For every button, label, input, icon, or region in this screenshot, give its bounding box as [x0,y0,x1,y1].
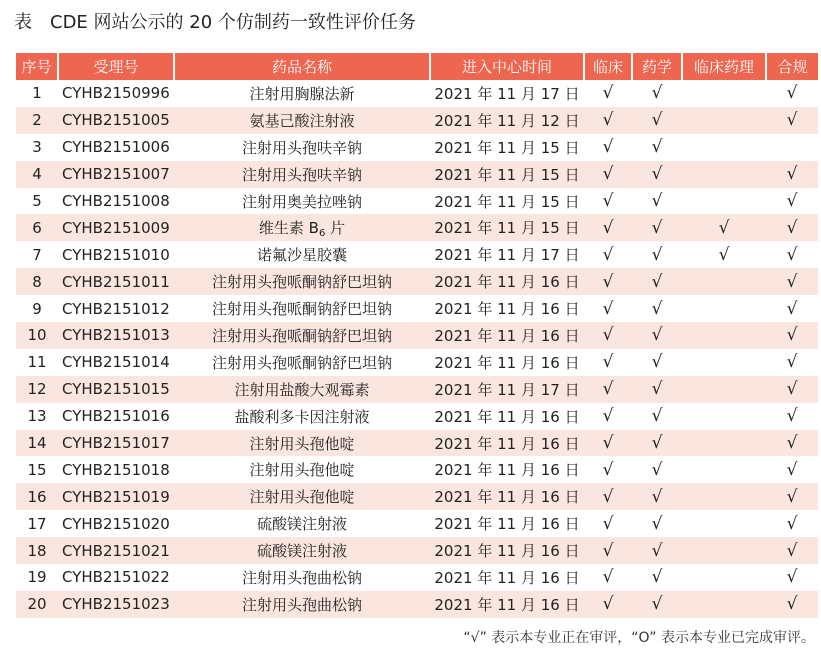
drug-name-suffix: 片 [325,218,346,237]
cell-pharmacy: √ [651,164,663,185]
cell-no: 17 [27,514,47,533]
cell-date: 2021 年 11 月 16 日 [434,515,580,534]
cell-clinical: √ [602,271,614,292]
cell-date: 2021 年 11 月 17 日 [434,84,580,103]
cell-pharmacy: √ [651,83,663,104]
cell-clinical: √ [602,459,614,480]
evaluation-table [16,53,818,618]
cell-code: CYHB2151013 [62,326,170,345]
header-no: 序号 [16,53,58,80]
cell-clinical: √ [602,164,614,185]
cell-compliance: √ [786,486,798,507]
cell-compliance: √ [786,352,798,373]
cell-date: 2021 年 11 月 17 日 [434,246,580,265]
table-title-label: 表 [14,12,32,33]
cell-pharmacology [682,107,766,134]
cell-pharmacology [682,134,766,161]
table-row [16,188,818,215]
cell-clinical: √ [602,594,614,615]
cell-code: CYHB2151018 [62,460,170,479]
cell-pharmacy: √ [651,433,663,454]
cell-pharmacy: √ [651,379,663,400]
cell-pharmacy: √ [651,352,663,373]
cell-code: CYHB2151011 [62,272,170,291]
cell-date: 2021 年 11 月 16 日 [434,434,580,453]
cell-no: 6 [32,218,42,237]
table-body [16,80,818,618]
header-clinical: 临床 [584,53,632,80]
cell-code: CYHB2151009 [62,218,170,237]
cell-pharmacy: √ [651,217,663,238]
cell-date: 2021 年 11 月 16 日 [434,273,580,292]
cell-compliance: √ [786,567,798,588]
cell-no: 10 [27,326,47,345]
cell-pharmacology [682,188,766,215]
cell-date: 2021 年 11 月 16 日 [434,353,580,372]
cell-pharmacology [682,537,766,564]
cell-pharmacy: √ [651,567,663,588]
cell-no: 20 [27,595,47,614]
cell-pharmacy: √ [651,459,663,480]
table-row [16,430,818,457]
table-row [16,591,818,618]
cell-no: 12 [27,380,47,399]
cell-pharmacology [682,510,766,537]
cell-pharmacology [682,161,766,188]
table-row [16,214,818,241]
cell-pharmacology [682,80,766,107]
cell-no: 15 [27,460,47,479]
cell-clinical: √ [602,244,614,265]
table-row [16,510,818,537]
cell-drug-name [174,214,430,241]
cell-drug-name: 注射用头孢哌酮钠舒巴坦钠 [211,326,392,345]
cell-no: 11 [27,353,47,372]
cell-compliance: √ [786,379,798,400]
cell-drug-name: 硫酸镁注射液 [256,515,347,534]
cell-pharmacy: √ [651,513,663,534]
cell-no: 3 [32,138,42,157]
cell-date: 2021 年 11 月 16 日 [434,488,580,507]
cell-compliance: √ [786,191,798,211]
table-row [16,349,818,376]
cell-compliance: √ [786,406,798,427]
cell-no: 2 [32,111,42,130]
cell-code: CYHB2151005 [62,111,170,130]
cell-pharmacy: √ [651,244,663,265]
cell-code: CYHB2151014 [62,353,170,372]
cell-code: CYHB2150996 [62,84,170,103]
cell-pharmacy: √ [651,298,663,319]
cell-no: 13 [27,407,47,426]
cell-clinical: √ [602,137,614,158]
cell-pharmacy: √ [651,594,663,615]
drug-name-subscript: 6 [318,227,326,239]
cell-date: 2021 年 11 月 16 日 [434,326,580,345]
cell-compliance: √ [786,83,798,104]
table-row [16,456,818,483]
cell-pharmacology [682,349,766,376]
cell-pharmacology [682,295,766,322]
cell-drug-name: 氨基己酸注射液 [249,111,355,130]
cell-no: 7 [32,245,42,264]
cell-pharmacology [682,376,766,403]
cell-pharmacy: √ [651,540,663,561]
cell-drug-name: 注射用头孢哌酮钠舒巴坦钠 [211,353,392,372]
cell-clinical: √ [602,325,614,346]
cell-drug-name: 诺氟沙星胶囊 [256,246,347,265]
cell-code: CYHB2151017 [62,434,170,453]
cell-pharmacology [682,564,766,591]
header-drug-name: 药品名称 [174,53,430,80]
cell-clinical: √ [602,486,614,507]
cell-no: 1 [32,84,42,103]
header-compliance: 合规 [766,53,818,80]
table-row [16,134,818,161]
cell-drug-name: 注射用头孢他啶 [249,488,355,507]
cell-drug-name: 注射用头孢他啶 [249,461,355,480]
cell-pharmacology [682,591,766,618]
cell-clinical: √ [602,406,614,427]
cell-pharmacy: √ [651,110,663,131]
cell-drug-name: 注射用头孢曲松钠 [241,568,362,587]
cell-drug-name: 注射用奥美拉唑钠 [241,192,362,211]
cell-code: CYHB2151006 [62,138,170,157]
cell-clinical: √ [602,567,614,588]
cell-compliance: √ [786,433,798,454]
table-row [16,564,818,591]
cell-pharmacy: √ [651,191,663,211]
cell-no: 19 [27,568,47,587]
table-row [16,322,818,349]
cell-pharmacology [682,456,766,483]
cell-code: CYHB2151019 [62,487,170,506]
table-title-text: CDE 网站公示的 20 个仿制药一致性评价任务 [50,12,416,33]
cell-clinical: √ [602,379,614,400]
cell-no: 16 [27,487,47,506]
cell-compliance [766,134,818,161]
cell-compliance: √ [786,513,798,534]
cell-compliance: √ [786,298,798,319]
cell-compliance: √ [786,325,798,346]
table-row [16,80,818,107]
cell-pharmacy: √ [651,325,663,346]
cell-pharmacy: √ [651,486,663,507]
cell-date: 2021 年 11 月 15 日 [434,165,580,184]
cell-pharmacy: √ [651,271,663,292]
header-pharmacology: 临床药理 [682,53,766,80]
cell-date: 2021 年 11 月 15 日 [434,219,580,238]
table-row [16,403,818,430]
table-header-row [16,53,818,80]
table-row [16,268,818,295]
cell-compliance: √ [786,110,798,131]
cell-clinical: √ [602,83,614,104]
cell-no: 5 [32,192,42,210]
drug-name-text: 维生素 B [258,218,319,237]
cell-clinical: √ [602,110,614,131]
table-row [16,483,818,510]
cell-pharmacology [682,483,766,510]
cell-clinical: √ [602,540,614,561]
cell-pharmacy: √ [651,137,663,158]
cell-pharmacology [682,430,766,457]
footnote: “√” 表示本专业正在审评，“O” 表示本专业已完成审评。 [463,630,815,646]
cell-pharmacology [682,403,766,430]
cell-drug-name: 注射用头孢曲松钠 [241,595,362,614]
cell-compliance: √ [786,217,798,238]
header-date: 进入中心时间 [430,53,584,80]
table-title [14,8,416,38]
cell-date: 2021 年 11 月 16 日 [434,568,580,587]
cell-code: CYHB2151015 [62,380,170,399]
cell-pharmacology: √ [718,217,730,238]
cell-date: 2021 年 11 月 16 日 [434,595,580,614]
cell-date: 2021 年 11 月 17 日 [434,380,580,399]
header-pharmacy: 药学 [632,53,682,80]
cell-no: 18 [27,541,47,560]
cell-drug-name: 注射用头孢他啶 [249,434,355,453]
cell-compliance: √ [786,594,798,615]
table-row [16,537,818,564]
cell-code: CYHB2151020 [62,514,170,533]
cell-drug-name: 注射用盐酸大观霉素 [234,380,370,399]
cell-drug-name: 注射用头孢哌酮钠舒巴坦钠 [211,300,392,319]
table-row [16,295,818,322]
cell-code: CYHB2151008 [62,192,170,210]
cell-code: CYHB2151021 [62,541,170,560]
table-row [16,161,818,188]
cell-no: 4 [32,165,42,184]
table-row [16,107,818,134]
cell-code: CYHB2151012 [62,299,170,318]
cell-pharmacology [682,268,766,295]
table-row [16,376,818,403]
cell-code: CYHB2151023 [62,595,170,614]
cell-clinical: √ [602,298,614,319]
cell-drug-name: 注射用头孢呋辛钠 [241,138,362,157]
header-code: 受理号 [58,53,174,80]
cell-code: CYHB2151016 [62,407,170,426]
cell-compliance: √ [786,244,798,265]
cell-no: 14 [27,434,47,453]
cell-clinical: √ [602,352,614,373]
cell-clinical: √ [602,217,614,238]
cell-clinical: √ [602,513,614,534]
cell-code: CYHB2151022 [62,568,170,587]
cell-date: 2021 年 11 月 15 日 [434,138,580,157]
cell-pharmacy: √ [651,406,663,427]
table-row [16,241,818,268]
cell-clinical: √ [602,191,614,211]
cell-pharmacology [682,322,766,349]
cell-date: 2021 年 11 月 16 日 [434,407,580,426]
cell-compliance: √ [786,459,798,480]
cell-date: 2021 年 11 月 12 日 [434,111,580,130]
cell-date: 2021 年 11 月 16 日 [434,300,580,319]
cell-date: 2021 年 11 月 16 日 [434,461,580,480]
cell-no: 8 [32,272,42,291]
cell-code: CYHB2151010 [62,245,170,264]
cell-no: 9 [32,299,42,318]
cell-drug-name: 盐酸利多卡因注射液 [234,407,370,426]
cell-compliance: √ [786,164,798,185]
cell-compliance: √ [786,540,798,561]
cell-drug-name: 注射用头孢呋辛钠 [241,165,362,184]
cell-compliance: √ [786,271,798,292]
cell-date: 2021 年 11 月 16 日 [434,542,580,561]
cell-code: CYHB2151007 [62,165,170,184]
cell-date: 2021 年 11 月 15 日 [434,192,580,211]
cell-drug-name: 注射用胸腺法新 [249,84,355,103]
cell-drug-name: 硫酸镁注射液 [256,542,347,561]
cell-clinical: √ [602,433,614,454]
cell-pharmacology: √ [718,244,730,265]
cell-drug-name: 注射用头孢哌酮钠舒巴坦钠 [211,273,392,292]
